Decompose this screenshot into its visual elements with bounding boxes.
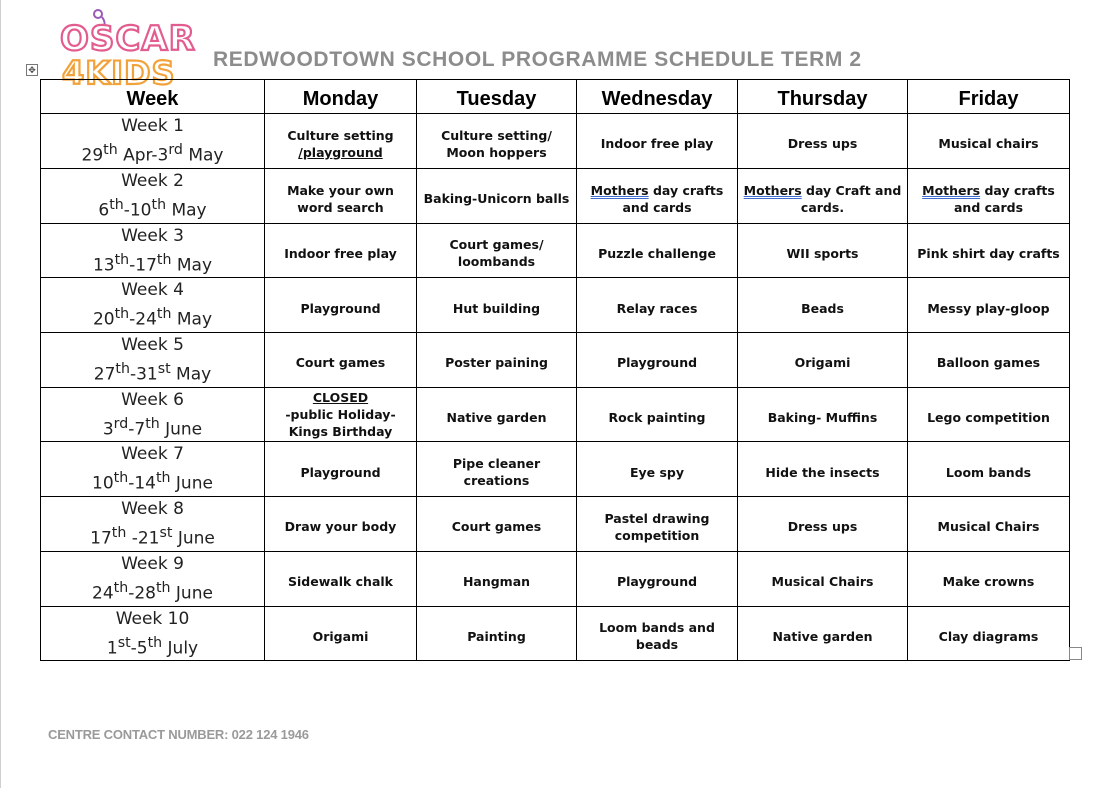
contact-footer (48, 727, 309, 742)
activity-tuesday: Pipe cleaner creations (417, 442, 577, 497)
header-thursday: Thursday (738, 80, 908, 114)
activity-wednesday: Mothers day crafts and cards (577, 168, 738, 223)
week-cell: Week 8 17th -21st June (41, 496, 265, 551)
header-friday: Friday (908, 80, 1070, 114)
activity-tuesday: Baking-Unicorn balls (417, 168, 577, 223)
activity-friday: Musical chairs (908, 114, 1070, 169)
activity-friday: Lego competition (908, 387, 1070, 442)
table-row (41, 168, 1070, 223)
activity-tuesday: Native garden (417, 387, 577, 442)
activity-thursday: Mothers day Craft and cards. (738, 168, 908, 223)
header-monday: Monday (265, 80, 417, 114)
week-cell: Week 6 3rd-7th June (41, 387, 265, 442)
activity-friday: Make crowns (908, 551, 1070, 606)
week-dates: 1st-5th July (106, 634, 199, 659)
week-dates: 17th -21st June (90, 525, 215, 549)
week-cell: Week 5 27th-31st May (41, 332, 265, 387)
activity-monday: Draw your body (265, 496, 417, 551)
table-row (41, 606, 1070, 661)
activity-monday: CLOSED -public Holiday- Kings Birthday (265, 387, 417, 442)
activity-wednesday: Loom bands and beads (577, 606, 738, 661)
logo-line2: 4KIDS (62, 54, 176, 90)
contact-label: CENTRE CONTACT NUMBER: (48, 727, 229, 742)
table-row (41, 442, 1070, 497)
activity-thursday: Dress ups (738, 114, 908, 169)
activity-monday: Sidewalk chalk (265, 551, 417, 606)
activity-tuesday: Poster paining (417, 332, 577, 387)
header-week: Week (41, 80, 265, 114)
header-tuesday: Tuesday (417, 80, 577, 114)
activity-monday: Indoor free play (265, 223, 417, 278)
spellcheck-word: Mothers (922, 182, 981, 198)
activity-tuesday: Court games/ loombands (417, 223, 577, 278)
activity-friday: Loom bands (908, 442, 1070, 497)
activity-friday: Balloon games (908, 332, 1070, 387)
week-cell: Week 4 20th-24th May (41, 278, 265, 333)
page-margin-line (0, 0, 1, 788)
week-cell: Week 1 29th Apr-3rd May (41, 114, 265, 169)
week-cell: Week 7 10th-14th June (41, 442, 265, 497)
activity-monday: Playground (265, 278, 417, 333)
activity-wednesday: Playground (577, 551, 738, 606)
activity-monday: Make your own word search (265, 168, 417, 223)
closed-label: CLOSED (312, 389, 369, 405)
activity-tuesday: Hangman (417, 551, 577, 606)
table-row (41, 387, 1070, 442)
week-cell: Week 2 6th-10th May (41, 168, 265, 223)
activity-wednesday: Relay races (577, 278, 738, 333)
page-title: REDWOODTOWN SCHOOL PROGRAMME SCHEDULE TERM 2 (213, 48, 862, 71)
activity-monday: Court games (265, 332, 417, 387)
activity-tuesday: Court games (417, 496, 577, 551)
activity-tuesday: Painting (417, 606, 577, 661)
table-move-handle-icon[interactable]: ✥ (26, 64, 38, 76)
table-row (41, 114, 1070, 169)
contact-phone: 022 124 1946 (231, 727, 309, 742)
week-dates: 24th-28th June (92, 579, 213, 604)
logo-graphic (56, 8, 206, 90)
schedule-table (40, 79, 1070, 661)
week-cell: Week 10 1st-5th July (41, 606, 265, 661)
activity-tuesday: Culture setting/ Moon hoppers (417, 114, 577, 169)
activity-wednesday: Rock painting (577, 387, 738, 442)
week-dates: 3rd-7th June (102, 415, 203, 440)
spellcheck-word: Mothers (590, 182, 649, 198)
header-wednesday: Wednesday (577, 80, 738, 114)
week-dates: 10th-14th June (92, 470, 213, 494)
activity-wednesday: Puzzle challenge (577, 223, 738, 278)
activity-wednesday: Pastel drawing competition (577, 496, 738, 551)
activity-tuesday: Hut building (417, 278, 577, 333)
week-dates: 27th-31st May (93, 360, 212, 385)
week-dates: 6th-10th May (98, 196, 207, 221)
activity-monday: Playground (265, 442, 417, 497)
activity-wednesday: Eye spy (577, 442, 738, 497)
activity-wednesday: Playground (577, 332, 738, 387)
week-dates: 29th Apr-3rd May (81, 142, 224, 166)
week-cell: Week 9 24th-28th June (41, 551, 265, 606)
spellcheck-word: Mothers (743, 182, 802, 198)
week-dates: 13th-17th May (92, 251, 213, 276)
activity-thursday: Beads (738, 278, 908, 333)
table-row (41, 332, 1070, 387)
table-row (41, 278, 1070, 333)
table-row (41, 223, 1070, 278)
activity-friday: Mothers day crafts and cards (908, 168, 1070, 223)
activity-monday: Culture setting /playground (265, 114, 417, 169)
activity-thursday: Musical Chairs (738, 551, 908, 606)
activity-friday: Pink shirt day crafts (908, 223, 1070, 278)
activity-monday: Origami (265, 606, 417, 661)
activity-wednesday: Indoor free play (577, 114, 738, 169)
activity-thursday: Dress ups (738, 496, 908, 551)
activity-friday: Musical Chairs (908, 496, 1070, 551)
header-row (41, 80, 1070, 114)
activity-friday: Clay diagrams (908, 606, 1070, 661)
week-dates: 20th-24th May (92, 306, 213, 330)
activity-thursday: Baking- Muffins (738, 387, 908, 442)
logo-line1: OSCAR (60, 19, 196, 59)
activity-thursday: Native garden (738, 606, 908, 661)
table-row (41, 551, 1070, 606)
week-cell: Week 3 13th-17th May (41, 223, 265, 278)
table-resize-handle[interactable] (1069, 647, 1082, 660)
oscar-4kids-logo (56, 8, 206, 90)
activity-thursday: Origami (738, 332, 908, 387)
activity-thursday: Hide the insects (738, 442, 908, 497)
table-row (41, 496, 1070, 551)
activity-thursday: WII sports (738, 223, 908, 278)
activity-friday: Messy play-gloop (908, 278, 1070, 333)
